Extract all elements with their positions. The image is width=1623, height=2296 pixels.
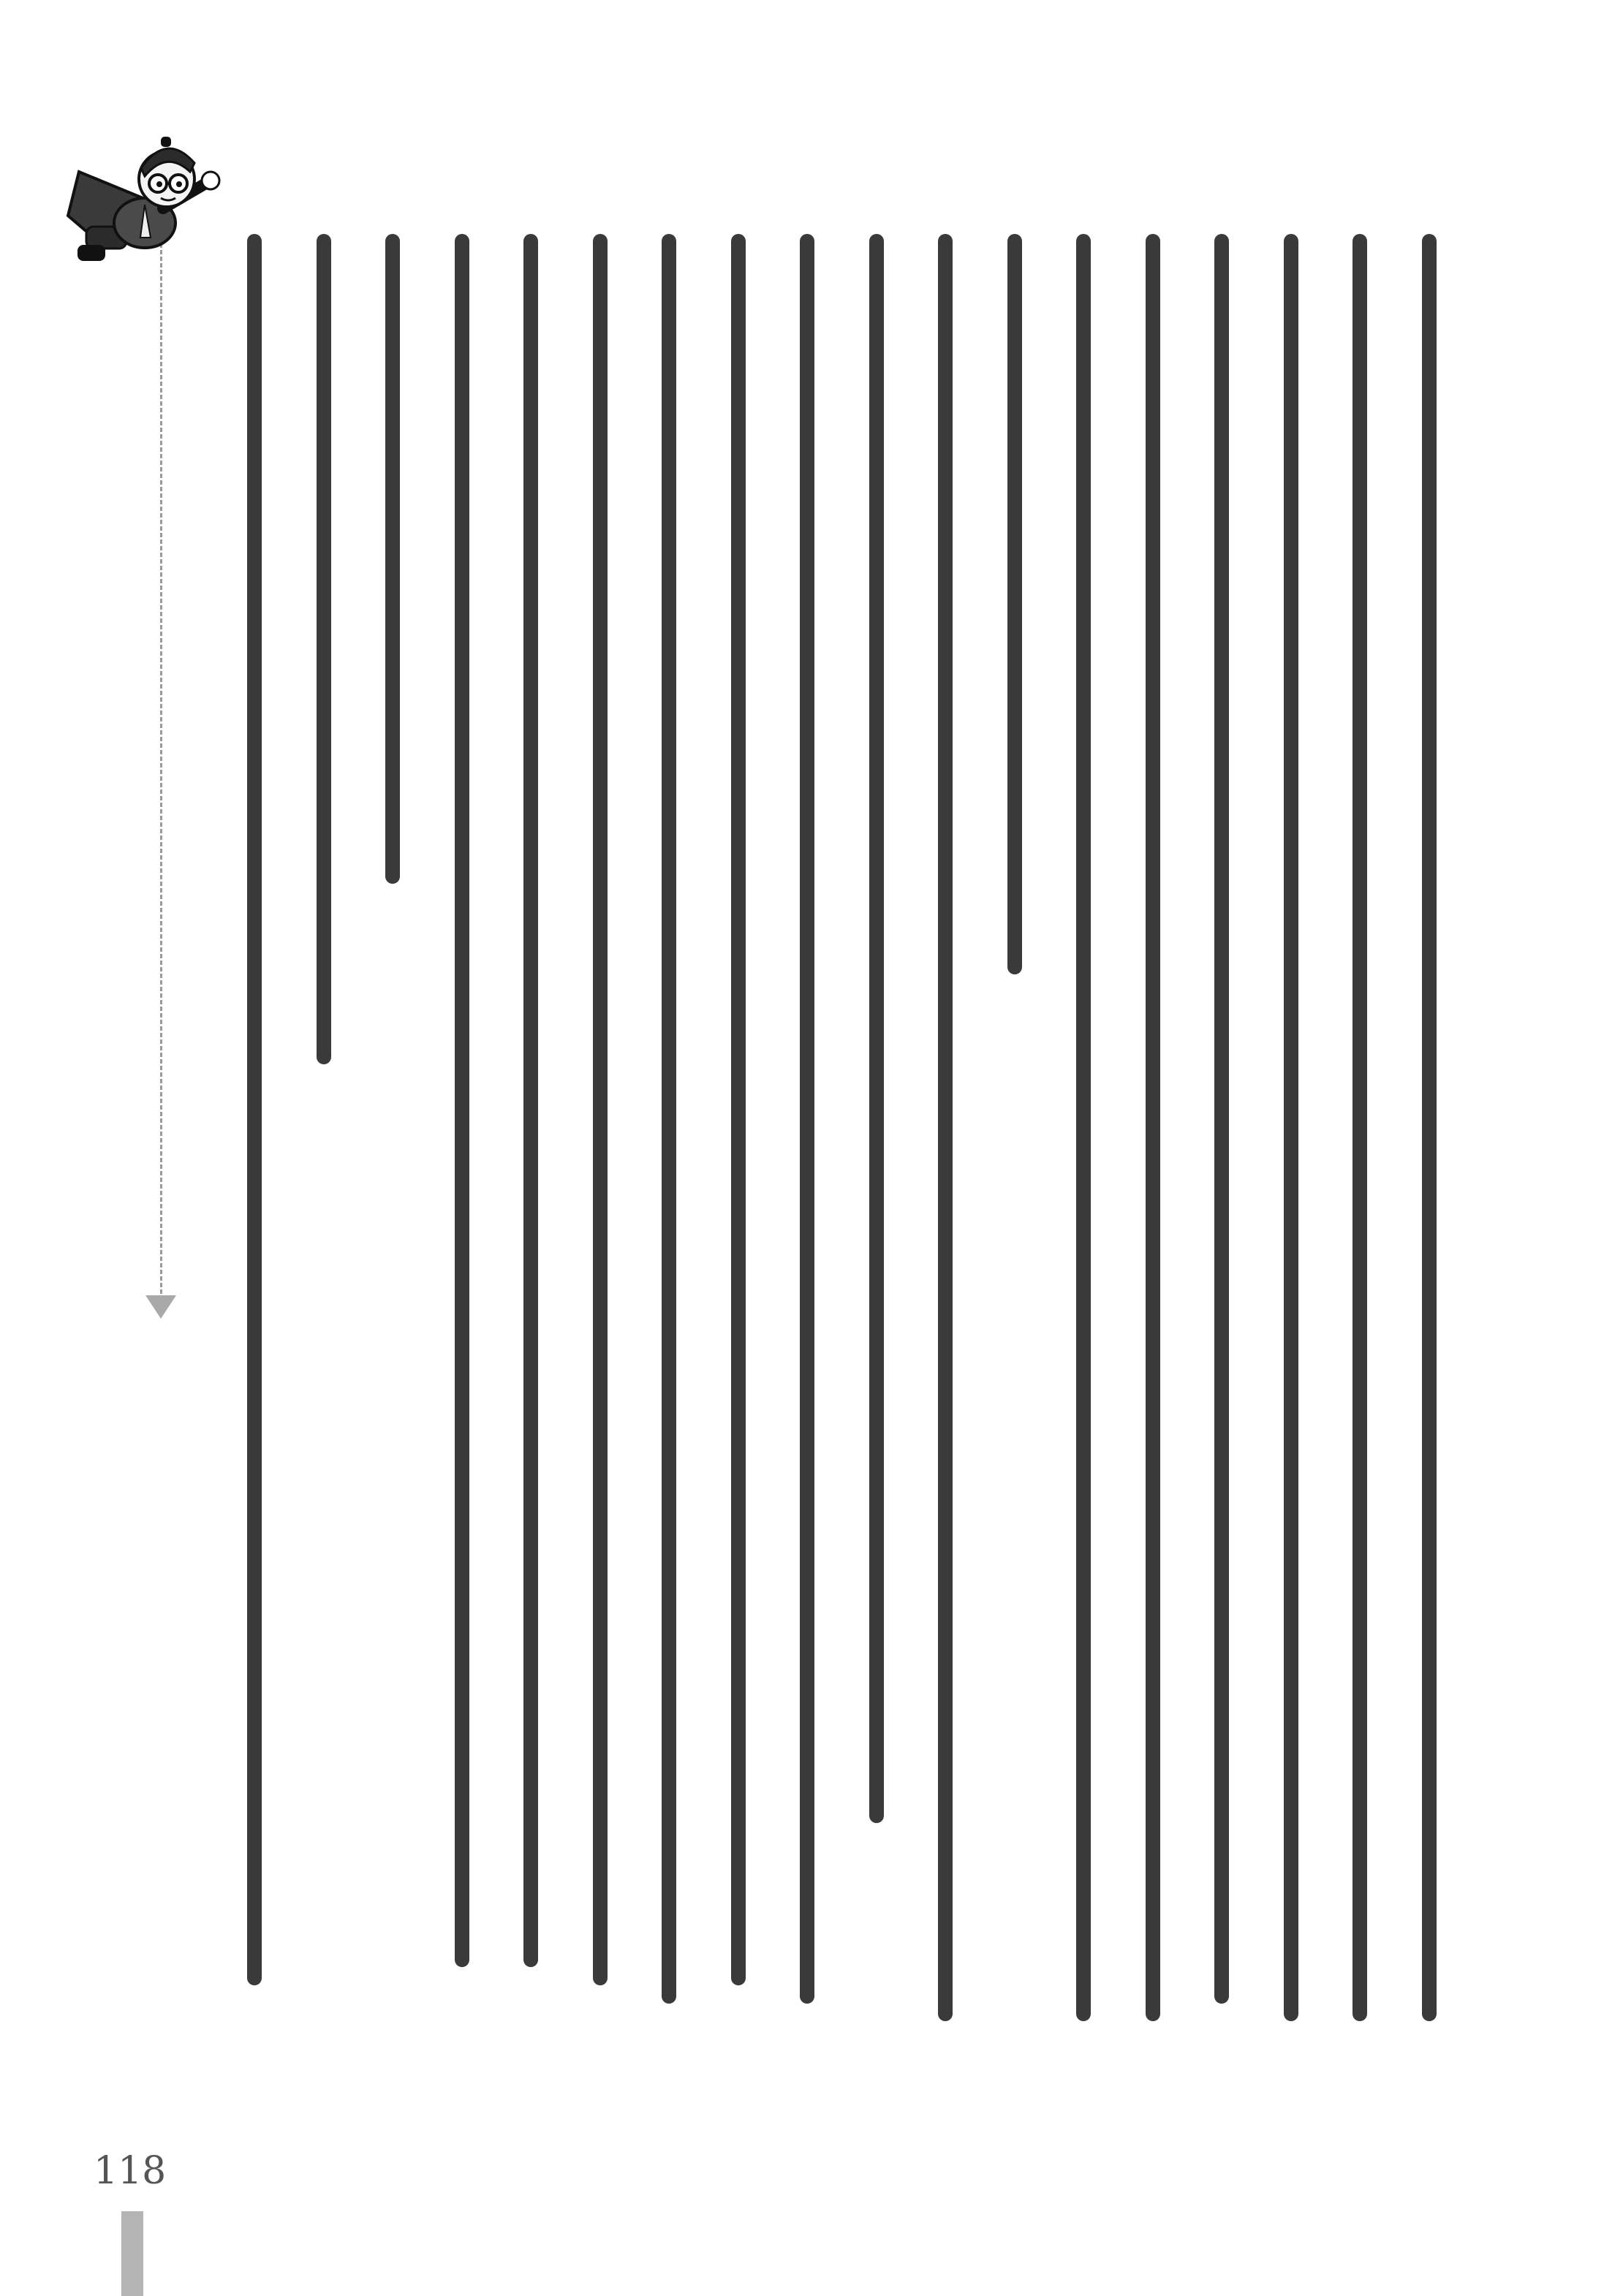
text-column xyxy=(988,234,1041,2039)
column-ink-placeholder xyxy=(938,234,953,2021)
text-column xyxy=(781,234,833,2039)
column-ink-placeholder xyxy=(800,234,814,2004)
text-column xyxy=(1403,234,1456,2039)
column-ink-placeholder xyxy=(317,234,331,1064)
text-column xyxy=(574,234,627,2039)
page-number: 118 xyxy=(94,2149,167,2193)
triangle-down-icon xyxy=(145,1295,176,1319)
column-ink-placeholder xyxy=(385,234,400,884)
column-ink-placeholder xyxy=(1007,234,1022,974)
column-ink-placeholder xyxy=(731,234,746,1985)
text-column xyxy=(228,234,281,2039)
column-ink-placeholder xyxy=(662,234,676,2004)
column-ink-placeholder xyxy=(869,234,884,1823)
text-column xyxy=(1333,234,1386,2039)
column-ink-placeholder xyxy=(1146,234,1160,2021)
text-column xyxy=(298,234,350,2039)
text-column xyxy=(643,234,695,2039)
text-column xyxy=(436,234,488,2039)
column-ink-placeholder xyxy=(523,234,538,1967)
text-column xyxy=(366,234,419,2039)
column-ink-placeholder xyxy=(247,234,262,1985)
cartoon-character-icon xyxy=(64,128,229,281)
column-ink-placeholder xyxy=(1352,234,1367,2021)
column-ink-placeholder xyxy=(593,234,608,1985)
column-ink-placeholder xyxy=(455,234,469,1967)
text-column xyxy=(712,234,765,2039)
text-column xyxy=(1265,234,1317,2039)
text-column xyxy=(1127,234,1179,2039)
text-column xyxy=(1195,234,1248,2039)
text-column xyxy=(1057,234,1110,2039)
running-head-text xyxy=(137,197,153,1287)
column-ink-placeholder xyxy=(1422,234,1437,2021)
running-header xyxy=(135,197,179,1316)
page-edge-tab xyxy=(121,2211,143,2296)
header-dashed-rule xyxy=(160,197,162,1294)
text-column xyxy=(919,234,972,2039)
text-column xyxy=(850,234,903,2039)
column-ink-placeholder xyxy=(1076,234,1091,2021)
column-ink-placeholder xyxy=(1284,234,1298,2021)
text-column xyxy=(504,234,557,2039)
column-ink-placeholder xyxy=(1214,234,1229,2004)
text-block xyxy=(228,234,1456,2039)
